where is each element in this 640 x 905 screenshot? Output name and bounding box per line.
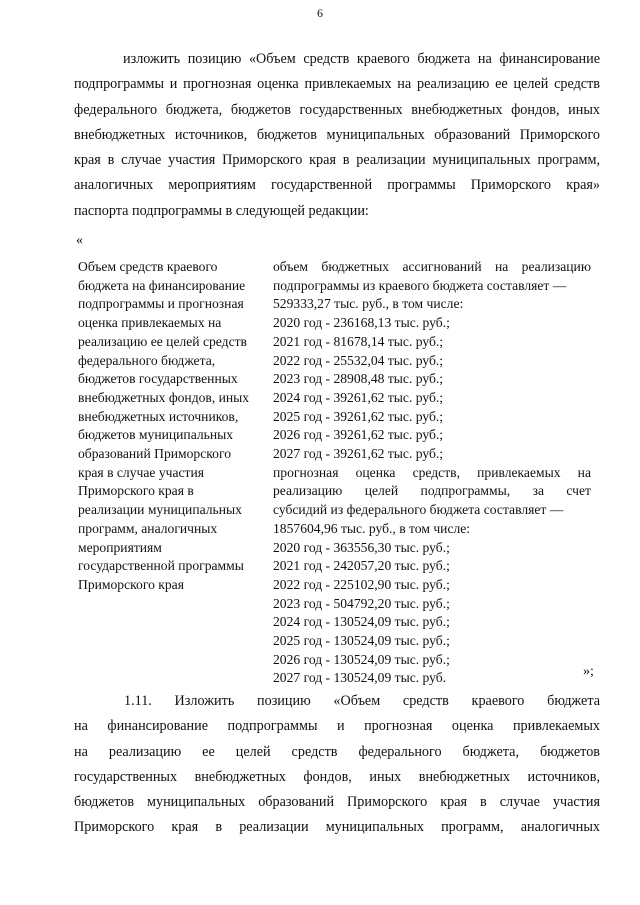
right-cell-line: объем бюджетных ассигнований на реализацию — [273, 259, 591, 274]
intro-line: внебюджетных источников, бюджетов муниципальных образований Приморского — [74, 126, 600, 143]
left-cell-line: программ, аналогичных — [78, 520, 218, 536]
left-cell-line: внебюджетных фондов, иных — [78, 389, 250, 405]
left-cell-line: оценка привлекаемых на — [78, 315, 222, 331]
intro-line: аналогичных мероприятиям государственной программы Приморского края» — [74, 177, 600, 194]
right-cell-line: 2026 год - 39261,62 тыс. руб.; — [273, 427, 444, 443]
closing-quote: »; — [583, 664, 594, 679]
right-cell-line: прогнозная оценка средств, привлекаемых на — [273, 464, 591, 480]
left-cell-line: внебюджетных источников, — [78, 408, 239, 424]
right-cell-line: 2027 год - 39261,62 тыс. руб.; — [273, 446, 444, 462]
right-cell-line: подпрограммы из краевого бюджета составляет — — [273, 277, 567, 293]
right-cell-line: 2021 год - 81678,14 тыс. руб.; — [273, 333, 444, 349]
right-cell-line: реализацию целей подпрограммы, за счет — [273, 483, 591, 499]
right-cell-line: субсидий из федерального бюджета составляет — — [273, 502, 564, 518]
left-cell-line: образований Приморского — [78, 446, 231, 462]
next-paragraph-line: бюджетов муниципальных образований Приморского края в случае участия — [74, 794, 600, 811]
left-cell-line: государственной программы — [78, 558, 244, 574]
right-cell-line: 2022 год - 25532,04 тыс. руб.; — [273, 352, 444, 368]
left-cell-line: подпрограммы и прогнозная — [78, 296, 244, 312]
right-cell-line: 2023 год - 504792,20 тыс. руб.; — [273, 595, 450, 611]
intro-line: паспорта подпрограммы в следующей редакции: — [74, 202, 369, 219]
left-cell-line: бюджетов муниципальных — [78, 427, 234, 443]
right-cell-line: 2022 год - 225102,90 тыс. руб.; — [273, 576, 450, 592]
intro-line: подпрограммы и прогнозная оценка привлекаемых на реализацию ее целей средств — [74, 76, 600, 93]
next-paragraph-line: на реализацию ее целей средств федерального бюджета, бюджетов — [74, 743, 600, 760]
left-cell-line: края в случае участия — [78, 464, 204, 480]
right-cell-line: 2024 год - 39261,62 тыс. руб.; — [273, 389, 444, 405]
left-cell-line: реализации муниципальных — [78, 502, 242, 518]
next-paragraph — [74, 689, 600, 841]
next-paragraph-line: государственных внебюджетных фондов, иных внебюджетных источников, — [74, 768, 600, 785]
left-cell-line: бюджета на финансирование — [78, 277, 246, 293]
intro-paragraph — [74, 47, 600, 224]
left-cell-line: Приморского края — [78, 576, 184, 592]
right-cell-line: 2026 год - 130524,09 тыс. руб.; — [273, 651, 450, 667]
left-cell-line: Объем средств краевого — [78, 259, 218, 274]
right-cell-line: 2024 год - 130524,09 тыс. руб.; — [273, 614, 450, 630]
intro-line: края в случае участия Приморского края в реализации муниципальных программ, — [74, 152, 600, 169]
table-left-cell — [78, 258, 266, 595]
intro-line: изложить позицию «Объем средств краевого бюджета на финансирование — [123, 51, 600, 67]
right-cell-line: 2020 год - 363556,30 тыс. руб.; — [273, 539, 450, 555]
right-cell-line: 2025 год - 130524,09 тыс. руб.; — [273, 633, 450, 649]
next-paragraph-line: на финансирование подпрограммы и прогнозная оценка привлекаемых — [74, 718, 600, 735]
page-number: 6 — [317, 6, 323, 20]
left-cell-line: федерального бюджета, — [78, 352, 216, 368]
right-cell-line: 2020 год - 236168,13 тыс. руб.; — [273, 315, 450, 331]
left-cell-line: Приморского края в — [78, 483, 194, 499]
right-cell-line: 2021 год - 242057,20 тыс. руб.; — [273, 558, 450, 574]
next-paragraph-line: 1.11. Изложить позицию «Объем средств краевого бюджета — [124, 693, 600, 709]
left-cell-line: бюджетов государственных — [78, 371, 238, 387]
intro-line: федерального бюджета, бюджетов государственных внебюджетных фондов, иных — [74, 101, 600, 118]
left-cell-line: мероприятиям — [78, 539, 162, 555]
next-paragraph-line: Приморского края в реализации муниципальных программ, аналогичных — [74, 819, 600, 836]
right-cell-line: 529333,27 тыс. руб., в том числе: — [273, 296, 464, 312]
opening-quote: « — [76, 233, 83, 248]
left-cell-line: реализацию ее целей средств — [78, 333, 247, 349]
right-cell-line: 2025 год - 39261,62 тыс. руб.; — [273, 408, 444, 424]
right-cell-line: 2023 год - 28908,48 тыс. руб.; — [273, 371, 444, 387]
right-cell-line: 1857604,96 тыс. руб., в том числе: — [273, 520, 471, 536]
table-right-cell — [273, 258, 591, 688]
right-cell-line: 2027 год - 130524,09 тыс. руб. — [273, 670, 447, 686]
